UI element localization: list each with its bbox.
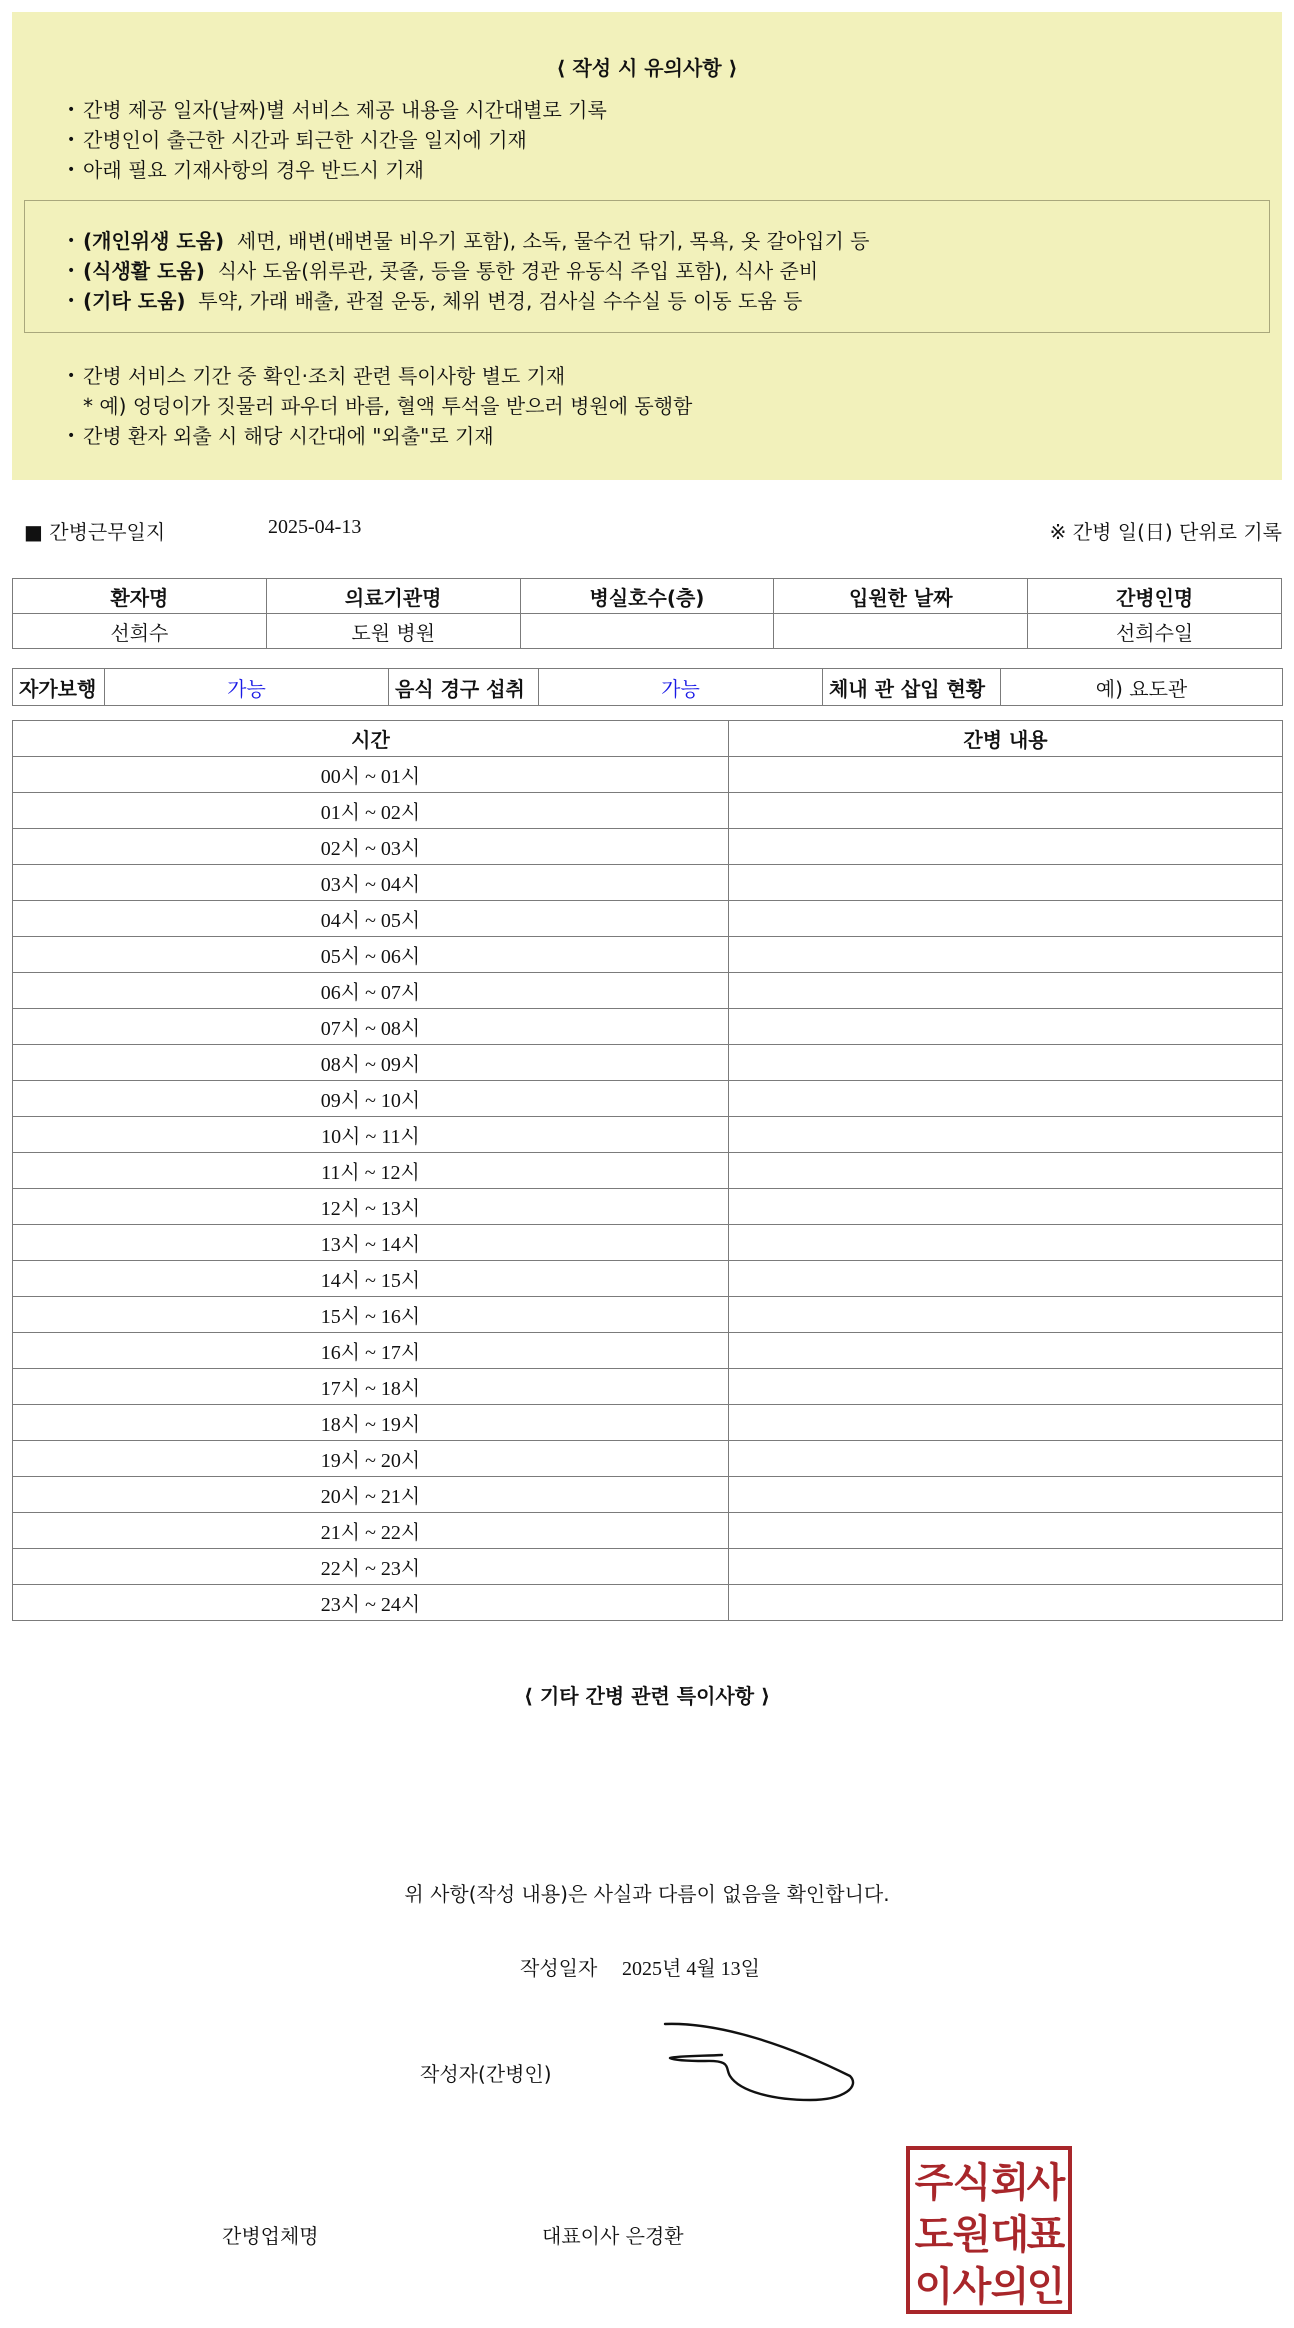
hospital-name: 도원 병원 (266, 614, 520, 649)
table-row (13, 1261, 1283, 1297)
ceo-label: 대표이사 은경환 (542, 2224, 684, 2248)
care-content-cell[interactable] (729, 1045, 1283, 1081)
table-row (13, 1225, 1283, 1261)
required-item-label: (기타 도움) (83, 289, 186, 313)
special-notes-title: ⟨ 기타 간병 관련 특이사항 ⟩ (523, 1684, 771, 1708)
table-row (13, 973, 1283, 1009)
walk-value: 가능 (105, 669, 389, 706)
care-content-cell[interactable] (729, 1441, 1283, 1477)
journal-label: ■ 간병근무일지 (24, 520, 166, 544)
care-content-cell[interactable] (729, 757, 1283, 793)
time-slot: 17시 ~ 18시 (13, 1369, 729, 1405)
care-content-cell[interactable] (729, 1297, 1283, 1333)
time-slot: 19시 ~ 20시 (13, 1441, 729, 1477)
notice-item-text: 아래 필요 기재사항의 경우 반드시 기재 (83, 158, 424, 182)
time-slot: 11시 ~ 12시 (13, 1153, 729, 1189)
tube-status-value: 예) 요도관 (1001, 669, 1283, 706)
care-content-cell[interactable] (729, 973, 1283, 1009)
svg-text:회: 회 (990, 2160, 1030, 2206)
confirm-statement: 위 사항(작성 내용)은 사실과 다름이 없음을 확인합니다. (404, 1882, 890, 1906)
table-row (13, 1117, 1283, 1153)
table-row (13, 1009, 1283, 1045)
company-label: 간병업체명 (222, 2224, 319, 2248)
walk-label: 자가보행 (13, 669, 105, 706)
table-row (13, 1369, 1283, 1405)
svg-text:도: 도 (914, 2212, 954, 2258)
table-row (13, 1477, 1283, 1513)
required-item: • (개인위생 도움) 세면, 배변(배변물 비우기 포함), 소독, 물수건 닦기, 목욕, 옷 갈아입기 등 (67, 229, 870, 253)
required-item: • (식생활 도움) 식사 도움(위루관, 콧줄, 등을 통한 경관 유동식 주입 포함), 식사 준비 (67, 259, 819, 283)
notice-item-text: 간병 서비스 기간 중 확인·조치 관련 특이사항 별도 기재 (83, 364, 566, 388)
care-log-table (12, 720, 1283, 1621)
table-row (13, 1585, 1283, 1621)
tube-status-label: 체내 관 삽입 현황 (823, 669, 1001, 706)
table-row (13, 829, 1283, 865)
table-row (13, 1081, 1283, 1117)
table-row (13, 865, 1283, 901)
time-slot: 03시 ~ 04시 (13, 865, 729, 901)
patient-info-table (12, 578, 1282, 649)
svg-text:원: 원 (952, 2212, 992, 2258)
care-content-cell[interactable] (729, 937, 1283, 973)
header-caregiver-name: 간병인명 (1028, 579, 1282, 614)
care-content-cell[interactable] (729, 793, 1283, 829)
header-patient-name: 환자명 (13, 579, 267, 614)
unit-note: ※ 간병 일(日) 단위로 기록 (1049, 520, 1282, 544)
time-slot: 13시 ~ 14시 (13, 1225, 729, 1261)
svg-text:식: 식 (952, 2160, 992, 2206)
care-content-cell[interactable] (729, 1189, 1283, 1225)
table-row (13, 937, 1283, 973)
table-row (13, 1297, 1283, 1333)
time-slot: 07시 ~ 08시 (13, 1009, 729, 1045)
oral-intake-label: 음식 경구 섭취 (389, 669, 539, 706)
caregiver-signature (660, 2016, 860, 2106)
svg-text:사: 사 (952, 2264, 992, 2310)
time-slot: 10시 ~ 11시 (13, 1117, 729, 1153)
time-slot: 20시 ~ 21시 (13, 1477, 729, 1513)
care-content-cell[interactable] (729, 1333, 1283, 1369)
notice-item: • 간병 환자 외출 시 해당 시간대에 "외출"로 기재 (67, 424, 494, 448)
time-slot: 21시 ~ 22시 (13, 1513, 729, 1549)
care-content-cell[interactable] (729, 865, 1283, 901)
header-room-number: 병실호수(층) (520, 579, 774, 614)
required-item-label: (개인위생 도움) (83, 229, 225, 253)
company-seal (906, 2146, 1072, 2314)
table-row (13, 1045, 1283, 1081)
table-row (13, 1513, 1283, 1549)
table-row (13, 901, 1283, 937)
table-row (13, 1405, 1283, 1441)
time-slot: 00시 ~ 01시 (13, 757, 729, 793)
svg-text:인: 인 (1026, 2264, 1066, 2310)
care-content-cell[interactable] (729, 1477, 1283, 1513)
care-content-cell[interactable] (729, 1549, 1283, 1585)
admission-date (774, 614, 1028, 649)
notice-example: * 예) 엉덩이가 짓물러 파우더 바름, 혈액 투석을 받으러 병원에 동행함 (83, 394, 693, 418)
svg-text:사: 사 (1026, 2160, 1066, 2206)
table-row (13, 793, 1283, 829)
table-row (13, 1549, 1283, 1585)
table-row (13, 1189, 1283, 1225)
notice-item-text: 간병 제공 일자(날짜)별 서비스 제공 내용을 시간대별로 기록 (83, 98, 607, 122)
journal-date: 2025-04-13 (268, 516, 362, 538)
time-slot: 01시 ~ 02시 (13, 793, 729, 829)
care-log-body (13, 757, 1283, 1621)
time-slot: 15시 ~ 16시 (13, 1297, 729, 1333)
patient-name: 선희수 (13, 614, 267, 649)
care-content-cell[interactable] (729, 1153, 1283, 1189)
required-item-text: 식사 도움(위루관, 콧줄, 등을 통한 경관 유동식 주입 포함), 식사 준비 (217, 259, 819, 283)
header-care-content: 간병 내용 (729, 721, 1283, 757)
caregiver-name: 선희수일 (1028, 614, 1282, 649)
care-content-cell[interactable] (729, 1009, 1283, 1045)
time-slot: 04시 ~ 05시 (13, 901, 729, 937)
care-content-cell[interactable] (729, 1513, 1283, 1549)
time-slot: 16시 ~ 17시 (13, 1333, 729, 1369)
required-items-box (24, 200, 1270, 333)
written-date-value: 2025년 4월 13일 (622, 1958, 760, 1980)
care-content-cell[interactable] (729, 829, 1283, 865)
care-content-cell[interactable] (729, 1585, 1283, 1621)
time-slot: 14시 ~ 15시 (13, 1261, 729, 1297)
required-item: • (기타 도움) 투약, 가래 배출, 관절 운동, 체위 변경, 검사실 수수실 등 이동 도움 등 (67, 289, 803, 313)
header-time: 시간 (13, 721, 729, 757)
svg-text:의: 의 (990, 2264, 1030, 2310)
time-slot: 12시 ~ 13시 (13, 1189, 729, 1225)
table-row (13, 1153, 1283, 1189)
notice-item-text: 간병인이 출근한 시간과 퇴근한 시간을 일지에 기재 (83, 128, 527, 152)
notice-item: • 아래 필요 기재사항의 경우 반드시 기재 (67, 158, 424, 182)
care-content-cell[interactable] (729, 1225, 1283, 1261)
table-row (13, 1441, 1283, 1477)
care-content-cell[interactable] (729, 1081, 1283, 1117)
required-item-label: (식생활 도움) (83, 259, 205, 283)
notice-item: • 간병 서비스 기간 중 확인·조치 관련 특이사항 별도 기재 (67, 364, 566, 388)
notice-title: ⟨ 작성 시 유의사항 ⟩ (556, 56, 738, 80)
time-slot: 02시 ~ 03시 (13, 829, 729, 865)
notice-item-text: 간병 환자 외출 시 해당 시간대에 "외출"로 기재 (83, 424, 494, 448)
time-slot: 06시 ~ 07시 (13, 973, 729, 1009)
required-item-text: 세면, 배변(배변물 비우기 포함), 소독, 물수건 닦기, 목욕, 옷 갈아입기 등 (236, 229, 870, 253)
time-slot: 18시 ~ 19시 (13, 1405, 729, 1441)
care-content-cell[interactable] (729, 1369, 1283, 1405)
svg-text:이: 이 (914, 2264, 954, 2310)
room-number (520, 614, 774, 649)
patient-status-table (12, 668, 1283, 706)
written-date-label: 작성일자 (520, 1956, 598, 1980)
table-row (13, 757, 1283, 793)
care-content-cell[interactable] (729, 1261, 1283, 1297)
care-content-cell[interactable] (729, 1117, 1283, 1153)
notice-box (12, 12, 1282, 480)
notice-item: • 간병인이 출근한 시간과 퇴근한 시간을 일지에 기재 (67, 128, 527, 152)
svg-text:주: 주 (914, 2160, 954, 2206)
care-content-cell[interactable] (729, 1405, 1283, 1441)
time-slot: 08시 ~ 09시 (13, 1045, 729, 1081)
header-hospital-name: 의료기관명 (266, 579, 520, 614)
author-label: 작성자(간병인) (420, 2062, 552, 2086)
table-row (13, 1333, 1283, 1369)
notice-item: • 간병 제공 일자(날짜)별 서비스 제공 내용을 시간대별로 기록 (67, 98, 607, 122)
time-slot: 22시 ~ 23시 (13, 1549, 729, 1585)
svg-text:대: 대 (990, 2212, 1030, 2258)
care-content-cell[interactable] (729, 901, 1283, 937)
oral-intake-value: 가능 (539, 669, 823, 706)
time-slot: 05시 ~ 06시 (13, 937, 729, 973)
time-slot: 09시 ~ 10시 (13, 1081, 729, 1117)
svg-text:표: 표 (1026, 2212, 1066, 2258)
required-item-text: 투약, 가래 배출, 관절 운동, 체위 변경, 검사실 수수실 등 이동 도움 등 (198, 289, 803, 313)
seal-graphic (910, 2150, 1068, 2310)
header-admission-date: 입원한 날짜 (774, 579, 1028, 614)
time-slot: 23시 ~ 24시 (13, 1585, 729, 1621)
